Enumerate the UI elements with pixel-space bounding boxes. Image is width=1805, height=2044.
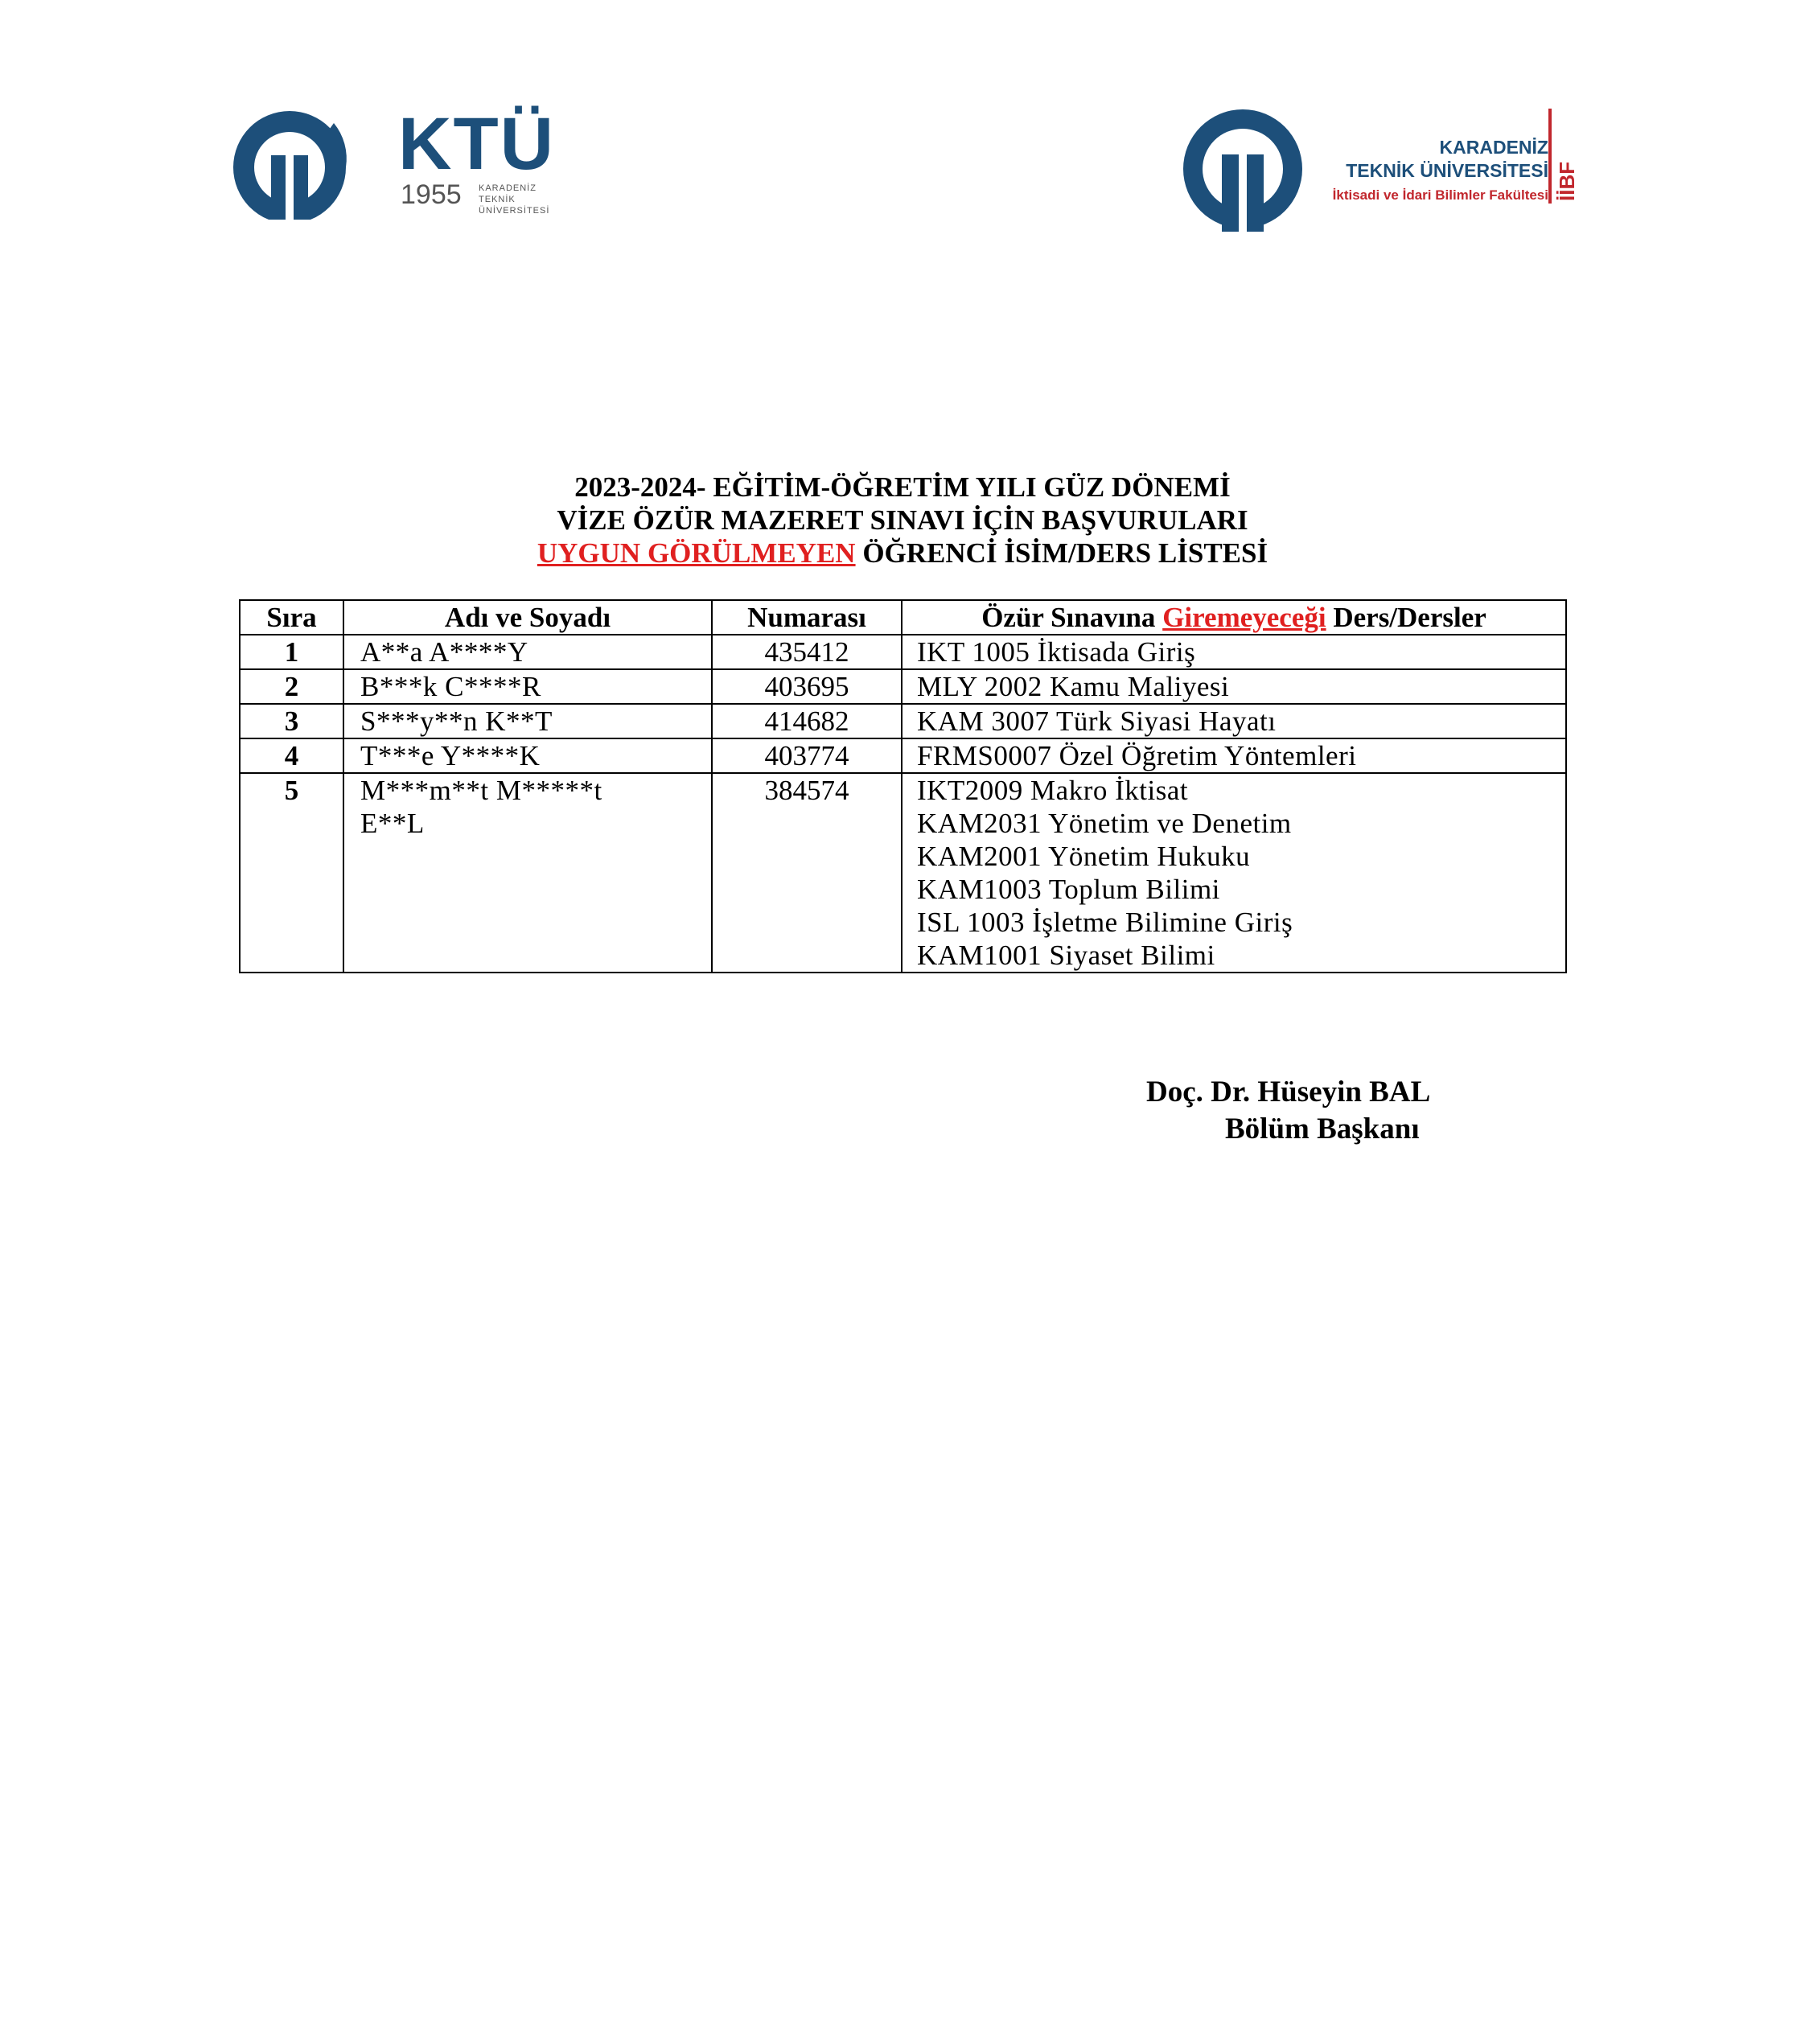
row-number: 403695 bbox=[712, 669, 902, 704]
row-name bbox=[343, 773, 712, 973]
header-courses bbox=[902, 600, 1566, 635]
ktu-logo bbox=[229, 101, 583, 229]
title-line-1: 2023-2024- EĞİTİM-ÖĞRETİM YILI GÜZ DÖNEMİ bbox=[574, 471, 1231, 503]
row-number: 384574 bbox=[712, 773, 902, 973]
title-line-3-rest: ÖĞRENCİ İSİM/DERS LİSTESİ bbox=[855, 537, 1268, 569]
table-row bbox=[240, 738, 1566, 773]
course-line: KAM2001 Yönetim Hukuku bbox=[917, 841, 1251, 872]
row-courses bbox=[902, 704, 1566, 738]
name-line: T***e Y****K bbox=[360, 740, 541, 771]
header-courses-post: Ders/Dersler bbox=[1326, 602, 1486, 633]
iibf-logo-line-1: KARADENİZ bbox=[1439, 137, 1548, 158]
row-name bbox=[343, 635, 712, 669]
table-header-row bbox=[240, 600, 1566, 635]
row-name bbox=[343, 669, 712, 704]
row-name bbox=[343, 704, 712, 738]
name-line: M***m**t M*****t bbox=[360, 775, 602, 806]
name-line: A**a A****Y bbox=[360, 636, 528, 668]
row-sira: 1 bbox=[240, 635, 343, 669]
ktu-small-text bbox=[479, 183, 583, 216]
title-line-3 bbox=[0, 537, 1805, 570]
course-line: ISL 1003 İşletme Bilimine Giriş bbox=[917, 907, 1293, 938]
header-number: Numarası bbox=[712, 600, 902, 635]
row-number: 414682 bbox=[712, 704, 902, 738]
row-courses bbox=[902, 773, 1566, 973]
row-sira: 3 bbox=[240, 704, 343, 738]
header-courses-pre: Özür Sınavına bbox=[981, 602, 1163, 633]
course-line: KAM1003 Toplum Bilimi bbox=[917, 874, 1220, 905]
row-courses bbox=[902, 669, 1566, 704]
table-row bbox=[240, 669, 1566, 704]
course-line: IKT2009 Makro İktisat bbox=[917, 775, 1189, 806]
iibf-logo-line-2: TEKNİK ÜNİVERSİTESİ bbox=[1346, 160, 1548, 181]
course-line: MLY 2002 Kamu Maliyesi bbox=[917, 671, 1230, 702]
name-line: B***k C****R bbox=[360, 671, 541, 702]
row-number: 435412 bbox=[712, 635, 902, 669]
course-line: KAM2031 Yönetim ve Denetim bbox=[917, 808, 1292, 839]
ktu-year: 1955 bbox=[401, 179, 462, 210]
ktu-emblem-icon bbox=[1178, 105, 1307, 237]
course-line: KAM 3007 Türk Siyasi Hayatı bbox=[917, 705, 1277, 737]
iibf-logo bbox=[1178, 105, 1597, 241]
signature-block bbox=[1146, 1074, 1430, 1148]
row-number: 403774 bbox=[712, 738, 902, 773]
row-sira: 5 bbox=[240, 773, 343, 973]
iibf-logo-vertical-text: İİBF bbox=[1555, 161, 1579, 201]
row-sira: 4 bbox=[240, 738, 343, 773]
signature-name: Doç. Dr. Hüseyin BAL bbox=[1146, 1075, 1431, 1108]
title-line-2: VİZE ÖZÜR MAZERET SINAVI İÇİN BAŞVURULARI bbox=[557, 504, 1248, 536]
course-line: IKT 1005 İktisada Giriş bbox=[917, 636, 1196, 668]
ktu-small-line-1: KARADENİZ bbox=[479, 183, 537, 193]
row-sira: 2 bbox=[240, 669, 343, 704]
header-name: Adı ve Soyadı bbox=[343, 600, 712, 635]
table-row bbox=[240, 773, 1566, 973]
student-list-table bbox=[239, 599, 1567, 973]
table-row bbox=[240, 635, 1566, 669]
iibf-logo-line-3: İktisadi ve İdari Bilimler Fakültesi bbox=[1332, 187, 1548, 203]
row-courses bbox=[902, 635, 1566, 669]
header-courses-highlight: Giremeyeceği bbox=[1162, 602, 1326, 633]
row-courses bbox=[902, 738, 1566, 773]
ktu-emblem-icon bbox=[229, 107, 390, 228]
document-title bbox=[0, 471, 1805, 570]
header-sira: Sıra bbox=[240, 600, 343, 635]
course-line: KAM1001 Siyaset Bilimi bbox=[917, 940, 1215, 971]
row-name bbox=[343, 738, 712, 773]
name-line: S***y**n K**T bbox=[360, 705, 553, 737]
signature-role: Bölüm Başkanı bbox=[1225, 1112, 1420, 1145]
table-row bbox=[240, 704, 1566, 738]
ktu-small-line-2: TEKNİK ÜNİVERSİTESİ bbox=[479, 194, 550, 216]
title-highlight: UYGUN GÖRÜLMEYEN bbox=[537, 537, 856, 569]
ktu-wordmark: KTÜ bbox=[398, 103, 556, 185]
name-line: E**L bbox=[360, 808, 425, 839]
course-line: FRMS0007 Özel Öğretim Yöntemleri bbox=[917, 740, 1357, 771]
iibf-logo-divider bbox=[1548, 109, 1552, 204]
